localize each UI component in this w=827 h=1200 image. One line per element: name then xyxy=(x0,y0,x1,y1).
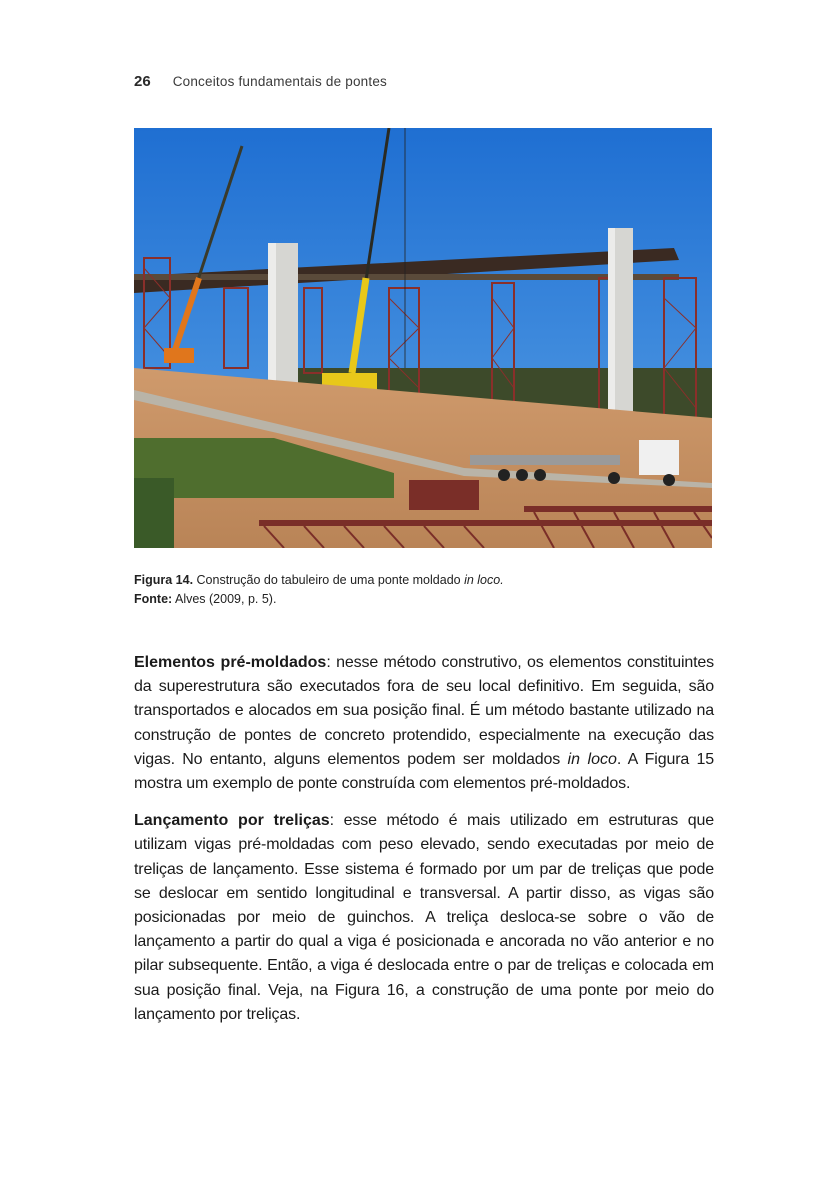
paragraph-italic: in loco xyxy=(567,750,617,768)
source-line xyxy=(134,590,504,609)
running-head xyxy=(134,73,387,93)
paragraph-lancamento-por-trelicas xyxy=(134,809,714,1027)
caption-label: Figura 14. xyxy=(134,573,194,587)
figure-caption xyxy=(134,571,504,609)
body-text xyxy=(134,651,714,1040)
source-text: Alves (2009, p. 5). xyxy=(174,592,277,606)
paragraph-elementos-pre-moldados xyxy=(134,651,714,796)
paragraph-text-end: . A Figura 15 mostra um exemplo de ponte construída com elementos pré-moldados. xyxy=(134,750,715,793)
paragraph-text: : esse método é mais utilizado em estruturas que utilizam vigas pré-moldadas com peso elevado, sendo executadas por meio de treliças de lançamento. Esse sistema é formado por um par de treliças que pode se deslocar em sentido longitudinal e transversal. A partir disso, as vigas são posicionadas por meio de guinchos. A treliça desloca-se sobre o vão de lançamento a partir do qual a viga é posicionada e ancorada no vão anterior e no pilar subsequente. Então, a viga é deslocada entre o par de treliças e colocada em sua posição final. Veja, na Figura 16, a construção de uma ponte por meio do lançamento por treliças. xyxy=(134,812,714,1023)
caption-line xyxy=(134,571,504,590)
figure-14-photo xyxy=(134,128,712,548)
source-label: Fonte: xyxy=(134,592,173,606)
page-number: 26 xyxy=(134,73,151,90)
term-lancamento-por-trelicas: Lançamento por treliças xyxy=(134,812,330,830)
paragraph-text: : nesse método construtivo, os elementos constituintes da superestrutura são executados fora de seu local definitivo. Em seguida, são transportados e alocados em sua posição final. É um método bastante utilizado na construção de pontes de concreto protendido, especialmente na execução das vigas. No entanto, alguns elementos podem ser moldados xyxy=(134,654,714,768)
term-elementos-pre-moldados: Elementos pré-moldados xyxy=(134,654,327,671)
book-title: Conceitos fundamentais de pontes xyxy=(172,74,387,89)
caption-text: Construção do tabuleiro de uma ponte moldado xyxy=(196,573,465,587)
bridge-construction-image xyxy=(134,128,712,548)
caption-italic: in loco. xyxy=(464,573,504,587)
